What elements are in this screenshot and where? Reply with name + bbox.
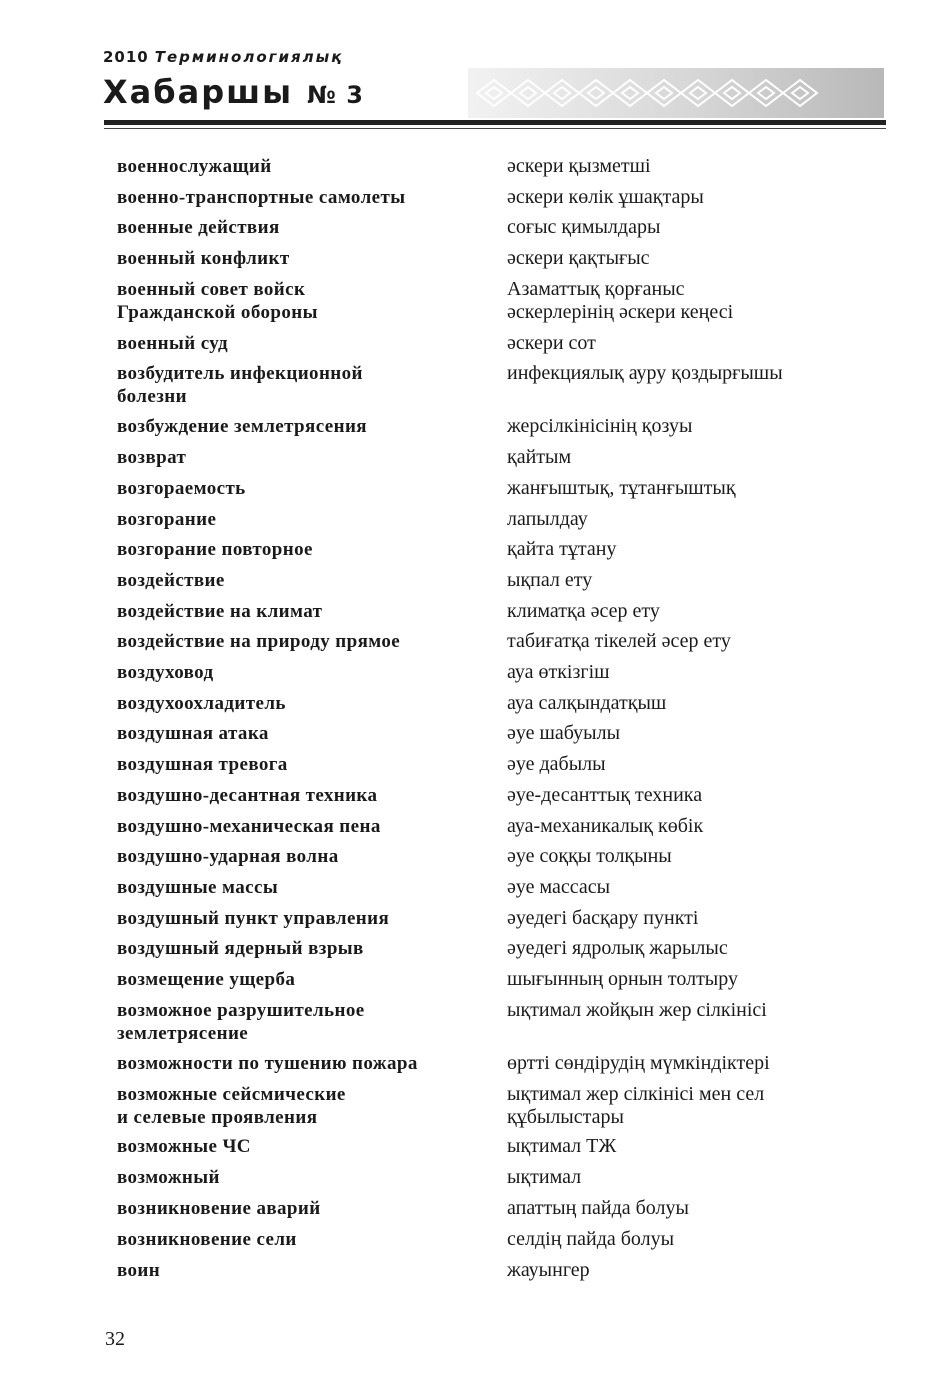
journal-year: 2010 — [103, 48, 149, 66]
russian-term: возбуждение землетрясения — [117, 416, 367, 437]
russian-term: военные действия — [117, 217, 280, 238]
russian-term: возникновение аварий — [117, 1198, 321, 1219]
russian-term: воздушная атака — [117, 723, 269, 744]
russian-term: возгораемость — [117, 478, 246, 499]
journal-title: Хабаршы — [103, 73, 294, 111]
russian-term: возможности по тушению пожара — [117, 1053, 418, 1074]
page-header — [0, 0, 938, 130]
kazakh-term: әскери қақтығыс — [507, 247, 650, 269]
kazakh-term: жерсілкінісінің қозуы — [507, 415, 693, 437]
kazakh-term: инфекциялық ауру қоздырғышы — [507, 362, 783, 384]
kazakh-term: қайта тұтану — [507, 538, 617, 560]
russian-term: возникновение сели — [117, 1229, 297, 1250]
kazakh-term: жанғыштық, тұтанғыштық — [507, 477, 736, 499]
kazakh-term: ықтимал жойқын жер сілкінісі — [507, 999, 767, 1021]
russian-term: воздушный пункт управления — [117, 908, 390, 929]
kazakh-term: әуе дабылы — [507, 753, 606, 775]
russian-term: воин — [117, 1260, 161, 1281]
kazakh-term: ықтимал — [507, 1166, 582, 1188]
kazakh-term: ауа салқындатқыш — [507, 692, 667, 714]
kazakh-term: ауа өткізгіш — [507, 661, 610, 683]
russian-term: воздействие на природу прямое — [117, 631, 401, 652]
russian-term: военный совет войск Гражданской обороны — [117, 279, 318, 323]
russian-term: воздушно-ударная волна — [117, 846, 339, 867]
kazakh-term: әуедегі басқару пункті — [507, 907, 699, 929]
kazakh-term: табиғатқа тікелей әсер ету — [507, 630, 731, 652]
kazakh-term: әуедегі ядролық жарылыс — [507, 937, 728, 959]
russian-term: воздушные массы — [117, 877, 279, 898]
kazakh-term: әскери көлік ұшақтары — [507, 186, 704, 208]
russian-term: возгорание повторное — [117, 539, 313, 560]
russian-term: воздушная тревога — [117, 754, 288, 775]
kazakh-term: лапылдау — [507, 508, 588, 530]
kazakh-term: ықтимал жер сілкінісі мен сел құбылыстары — [507, 1083, 765, 1128]
kazakh-term: жауынгер — [507, 1259, 590, 1281]
kazakh-term: әскери қызметші — [507, 155, 651, 177]
russian-term: воздушно-десантная техника — [117, 785, 378, 806]
kazakh-term: апаттың пайда болуы — [507, 1197, 689, 1219]
journal-issue: № 3 — [307, 81, 364, 109]
russian-term: воздушный ядерный взрыв — [117, 938, 364, 959]
kazakh-term: өртті сөндірудің мүмкіндіктері — [507, 1052, 770, 1074]
kazakh-term: әуе-десанттық техника — [507, 784, 703, 806]
russian-term: воздействие на климат — [117, 601, 323, 622]
russian-term: возбудитель инфекционной болезни — [117, 363, 363, 407]
russian-term: возгорание — [117, 509, 217, 530]
russian-term: военнослужащий — [117, 156, 272, 177]
russian-term: воздуховод — [117, 662, 214, 683]
kazakh-term: селдің пайда болуы — [507, 1228, 675, 1250]
russian-term: возврат — [117, 447, 187, 468]
journal-title-line — [103, 72, 364, 115]
russian-term: воздушно-механическая пена — [117, 816, 381, 837]
russian-term: возможные ЧС — [117, 1136, 251, 1157]
journal-year-line — [103, 48, 343, 66]
kazakh-term: шығынның орнын толтыру — [507, 968, 738, 990]
kazakh-term: ауа-механикалық көбік — [507, 815, 704, 837]
russian-term: возмещение ущерба — [117, 969, 296, 990]
kazakh-term: Азаматтық қорғаныс әскерлерінің әскери кеңесі — [507, 278, 734, 323]
kazakh-term: әуе массасы — [507, 876, 611, 898]
page-number: 32 — [105, 1328, 125, 1350]
journal-subtitle: Терминологиялық — [154, 48, 344, 66]
russian-term: воздействие — [117, 570, 225, 591]
kazakh-term: ықпал ету — [507, 569, 593, 591]
russian-term: военный конфликт — [117, 248, 290, 269]
russian-term: воздухоохладитель — [117, 693, 286, 714]
russian-term: возможные сейсмические и селевые проявления — [117, 1084, 346, 1128]
kazakh-term: әуе соққы толқыны — [507, 845, 672, 867]
kazakh-term: соғыс қимылдары — [507, 216, 661, 238]
russian-term: возможное разрушительное землетрясение — [117, 1000, 365, 1044]
ornament-pattern-icon — [472, 74, 842, 112]
kazakh-term: қайтым — [507, 446, 572, 468]
russian-term: военный суд — [117, 333, 228, 354]
kazakh-term: әуе шабуылы — [507, 722, 621, 744]
kazakh-term: климатқа әсер ету — [507, 600, 660, 622]
header-rule-thick — [104, 120, 886, 125]
kazakh-term: әскери сот — [507, 332, 596, 354]
header-rule-thin — [104, 128, 886, 129]
russian-term: военно-транспортные самолеты — [117, 187, 406, 208]
kazakh-term: ықтимал ТЖ — [507, 1135, 617, 1157]
russian-term: возможный — [117, 1167, 220, 1188]
